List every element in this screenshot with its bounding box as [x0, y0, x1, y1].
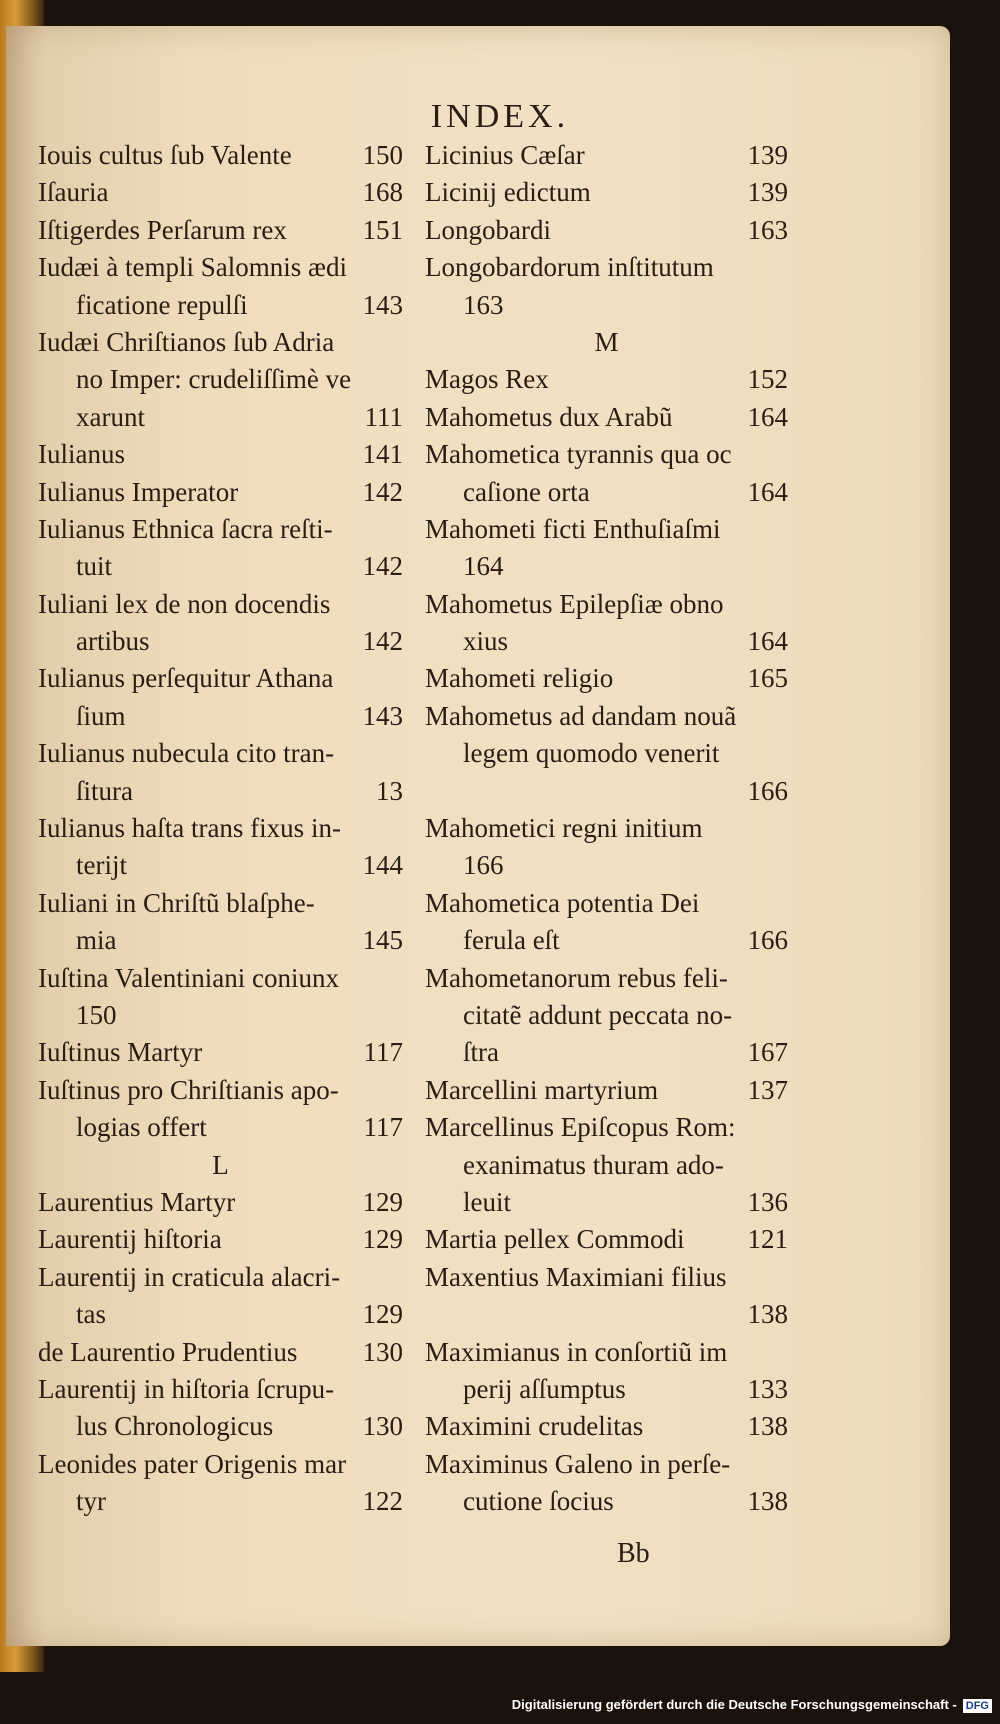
index-entry-text: mia — [76, 925, 117, 956]
index-entry-text: Maxentius Maximiani filius — [425, 1261, 727, 1292]
index-entry-text: xius — [463, 626, 509, 657]
index-entry-line — [38, 212, 403, 249]
index-entry-line — [38, 287, 403, 324]
index-entry-text: 164 — [463, 551, 504, 582]
index-entry-line — [38, 436, 403, 473]
index-entry-line — [38, 810, 403, 847]
index-page-number: 138 — [747, 1486, 788, 1517]
index-entry-line — [425, 810, 788, 847]
index-entry-line — [38, 474, 403, 511]
index-entry-line — [425, 1446, 788, 1483]
catchword: Bb — [617, 1538, 650, 1569]
index-page-number: 117 — [363, 1112, 403, 1143]
index-page-number: 143 — [362, 700, 403, 731]
index-entry-text: Mahometi religio — [425, 663, 614, 694]
index-entry-text: Longobardorum inſtitutum — [425, 252, 714, 283]
index-entry-line — [38, 1072, 403, 1109]
index-entry-line — [425, 660, 788, 697]
index-entry-text: Longobardi — [425, 214, 551, 245]
index-entry-line — [38, 698, 403, 735]
index-entry-line — [425, 735, 788, 772]
index-page-number: 151 — [362, 214, 403, 245]
index-page-number: 145 — [362, 925, 403, 956]
index-entry-text: Iulianus — [38, 439, 125, 470]
index-page-number: 144 — [362, 850, 403, 881]
index-entry-text: Iudæi Chriſtianos ſub Adria — [38, 326, 335, 357]
index-entry-text: ferula eſt — [463, 925, 560, 956]
index-page-number: 164 — [747, 626, 788, 657]
page-title: INDEX. — [430, 98, 570, 135]
index-entry-text: Iulianus nubecula cito tran- — [38, 738, 335, 769]
index-entry-text: ſtra — [463, 1037, 499, 1068]
index-entry-text: exanimatus thuram ado- — [463, 1149, 724, 1180]
index-page-number: 133 — [747, 1373, 788, 1404]
index-column-left — [38, 137, 403, 1520]
index-entry-text: Mahometi ficti Enthuſiaſmi — [425, 513, 721, 544]
index-entry-line — [38, 1334, 403, 1371]
index-entry-text: Iuſtina Valentiniani coniunx — [38, 962, 339, 993]
index-entry-line — [38, 960, 403, 997]
index-entry-line — [38, 1259, 403, 1296]
index-entry-text: Mahometus Epilepſiæ obno — [425, 588, 724, 619]
index-entry-text: ficatione repulſi — [76, 289, 248, 320]
index-entry-text: legem quomodo venerit — [463, 738, 720, 769]
index-entry-text: Maximini crudelitas — [425, 1411, 644, 1442]
index-entry-line — [38, 1221, 403, 1258]
index-entry-text: Leonides pater Origenis mar — [38, 1448, 347, 1479]
index-entry-text: 150 — [76, 999, 117, 1030]
index-page-number: 111 — [364, 401, 403, 432]
index-page-number: 143 — [362, 289, 403, 320]
index-entry-line — [38, 548, 403, 585]
index-entry-line — [38, 997, 403, 1034]
index-entry-line — [425, 1072, 788, 1109]
index-page-number: 138 — [747, 1411, 788, 1442]
index-entry-line — [38, 1034, 403, 1071]
index-entry-line — [425, 436, 788, 473]
index-entry-text: Mahometus ad dandam nouã — [425, 700, 737, 731]
index-entry-line — [38, 1371, 403, 1408]
index-page-number: 139 — [747, 177, 788, 208]
index-entry-line — [38, 324, 403, 361]
index-entry-line — [425, 1371, 788, 1408]
index-entry-text: lus Chronologicus — [76, 1411, 274, 1442]
index-entry-line — [38, 623, 403, 660]
index-entry-line — [38, 885, 403, 922]
index-entry-text: Marcellinus Epiſcopus Rom: — [425, 1112, 736, 1143]
index-page-number: 13 — [376, 775, 403, 806]
index-page-number: 166 — [747, 775, 788, 806]
index-entry-text: Iuſtinus pro Chriſtianis apo- — [38, 1074, 339, 1105]
index-entry-text: Mahometus dux Arabũ — [425, 401, 673, 432]
index-entry-text: Iulianus Imperator — [38, 476, 239, 507]
index-entry-text: terijt — [76, 850, 127, 881]
index-entry-text: no Imper: crudeliſſimè ve — [76, 364, 352, 395]
index-entry-text: perij aſſumptus — [463, 1373, 626, 1404]
index-page-number: 129 — [362, 1299, 403, 1330]
index-entry-text: Iuliani in Chriſtũ blaſphe- — [38, 887, 315, 918]
index-entry-line — [38, 1483, 403, 1520]
index-entry-text: Mahometica potentia Dei — [425, 887, 700, 918]
index-entry-line — [38, 174, 403, 211]
index-entry-text: M — [594, 326, 619, 357]
index-entry-text: Marcellini martyrium — [425, 1074, 659, 1105]
index-entry-line — [425, 922, 788, 959]
dfg-logo: DFG — [963, 1699, 992, 1713]
index-page-number: 129 — [362, 1224, 403, 1255]
index-entry-line — [425, 586, 788, 623]
index-entry-line — [425, 1109, 788, 1146]
index-entry-text: artibus — [76, 626, 150, 657]
index-entry-line — [38, 399, 403, 436]
index-entry-text: cutione ſocius — [463, 1486, 614, 1517]
index-entry-line — [38, 249, 403, 286]
index-entry-text: tuit — [76, 551, 113, 582]
index-page-number: 165 — [747, 663, 788, 694]
index-entry-text: Laurentij in hiſtoria ſcrupu- — [38, 1373, 335, 1404]
index-page-number: 142 — [362, 626, 403, 657]
index-page-number: 117 — [363, 1037, 403, 1068]
index-entry-text: tas — [76, 1299, 106, 1330]
index-entry-text: citatẽ addunt peccata no- — [463, 999, 733, 1030]
index-entry-text: Iudæi à templi Salomnis ædi — [38, 252, 347, 283]
index-entry-line — [38, 586, 403, 623]
index-entry-line — [425, 361, 788, 398]
index-entry-line — [425, 174, 788, 211]
index-entry-line — [38, 922, 403, 959]
index-entry-line — [425, 1184, 788, 1221]
index-page-number: 129 — [362, 1186, 403, 1217]
index-entry-line — [38, 137, 403, 174]
digitization-footer — [0, 1690, 992, 1720]
index-entry-line — [38, 1446, 403, 1483]
index-entry-line — [425, 1147, 788, 1184]
index-page-number: 138 — [747, 1299, 788, 1330]
index-entry-line — [425, 847, 788, 884]
index-entry-text: Licinius Cæſar — [425, 140, 585, 170]
index-entry-text: Iuſtinus Martyr — [38, 1037, 203, 1068]
index-entry-line — [38, 361, 403, 398]
index-page-number: 164 — [747, 401, 788, 432]
index-entry-line — [425, 1259, 788, 1296]
index-page-number: 130 — [362, 1336, 403, 1367]
index-entry-text: 166 — [463, 850, 504, 881]
index-entry-text: Martia pellex Commodi — [425, 1224, 685, 1255]
index-entry-line — [425, 137, 788, 174]
index-entry-line — [425, 511, 788, 548]
index-entry-line — [425, 623, 788, 660]
index-page-number: 164 — [747, 476, 788, 507]
index-entry-line — [425, 249, 788, 286]
index-entry-line — [38, 773, 403, 810]
index-page-number: 122 — [362, 1486, 403, 1517]
index-entry-text: Iulianus perſequitur Athana — [38, 663, 334, 694]
index-entry-text: Maximinus Galeno in perſe- — [425, 1448, 731, 1479]
index-entry-text: Laurentius Martyr — [38, 1186, 236, 1217]
index-entry-line — [425, 885, 788, 922]
index-entry-text: logias offert — [76, 1112, 207, 1143]
index-entry-text: Mahometici regni initium — [425, 813, 703, 844]
index-entry-text: 163 — [463, 289, 504, 320]
index-entry-text: leuit — [463, 1186, 511, 1217]
index-entry-line — [425, 997, 788, 1034]
index-page-number: 142 — [362, 476, 403, 507]
index-entry-line — [425, 1034, 788, 1071]
index-entry-line — [425, 960, 788, 997]
index-entry-line — [425, 698, 788, 735]
index-entry-line — [425, 548, 788, 585]
index-entry-line — [38, 735, 403, 772]
section-letter — [425, 324, 788, 361]
index-page-number: 142 — [362, 551, 403, 582]
index-entry-text: Iulianus haſta trans fixus in- — [38, 813, 341, 844]
index-entry-text: Laurentij in craticula alacri- — [38, 1261, 341, 1292]
index-entry-line — [425, 399, 788, 436]
index-entry-line — [38, 1408, 403, 1445]
index-entry-line — [425, 212, 788, 249]
index-page-number: 139 — [747, 140, 788, 170]
index-entry-text: Iſauria — [38, 177, 109, 208]
index-page-number: 136 — [747, 1186, 788, 1217]
index-entry-line — [425, 287, 788, 324]
index-page-number: 121 — [747, 1224, 788, 1255]
index-entry-text: xarunt — [76, 401, 145, 432]
index-page-number: 166 — [747, 925, 788, 956]
index-entry-text: Licinij edictum — [425, 177, 591, 208]
index-column-right — [425, 137, 788, 1520]
section-letter — [38, 1147, 403, 1184]
index-entry-text: de Laurentio Prudentius — [38, 1336, 298, 1367]
index-entry-line — [425, 773, 788, 810]
index-page-number: 163 — [747, 214, 788, 245]
index-page-number: 150 — [362, 140, 403, 170]
index-entry-text: Iuliani lex de non docendis — [38, 588, 331, 619]
footer-credit-text: Digitalisierung gefördert durch die Deutsche Forschungsgemeinschaft - — [511, 1697, 957, 1712]
index-entry-text: Iſtigerdes Perſarum rex — [38, 214, 287, 245]
index-entry-text: caſione orta — [463, 476, 590, 507]
index-entry-text: ſium — [76, 700, 126, 731]
index-entry-text: Mahometica tyrannis qua oc — [425, 439, 732, 470]
index-entry-text: L — [212, 1149, 229, 1180]
index-page-number: 141 — [362, 439, 403, 470]
index-entry-line — [425, 474, 788, 511]
index-entry-text: Laurentij hiſtoria — [38, 1224, 222, 1255]
index-page-number: 152 — [747, 364, 788, 395]
index-entry-text: ſitura — [76, 775, 133, 806]
index-entry-line — [425, 1334, 788, 1371]
index-page-number: 168 — [362, 177, 403, 208]
index-entry-line — [38, 847, 403, 884]
index-entry-line — [425, 1221, 788, 1258]
index-entry-text: Maximianus in conſortiũ im — [425, 1336, 728, 1367]
index-entry-line — [38, 1184, 403, 1221]
index-entry-line — [38, 1109, 403, 1146]
index-entry-text: Iouis cultus ſub Valente — [38, 140, 292, 170]
index-entry-text: Mahometanorum rebus feli- — [425, 962, 728, 993]
index-entry-text: tyr — [76, 1486, 106, 1517]
index-entry-text: Magos Rex — [425, 364, 549, 395]
index-page-number: 167 — [747, 1037, 788, 1068]
index-entry-line — [425, 1483, 788, 1520]
index-page-number: 130 — [362, 1411, 403, 1442]
index-entry-line — [38, 660, 403, 697]
index-page-number: 137 — [747, 1074, 788, 1105]
index-entry-line — [425, 1296, 788, 1333]
index-entry-text: Iulianus Ethnica ſacra reſti- — [38, 513, 333, 544]
index-entry-line — [425, 1408, 788, 1445]
index-entry-line — [38, 1296, 403, 1333]
index-entry-line — [38, 511, 403, 548]
